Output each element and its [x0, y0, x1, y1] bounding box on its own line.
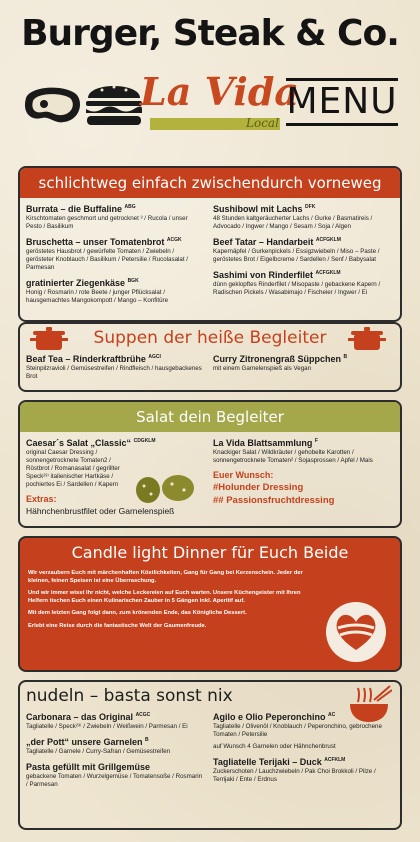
- allergen-codes: DFK: [305, 204, 316, 210]
- candle-paragraph: Mit dem letzten Gang folgt dann, zum krönenden Ende, das Königliche Dessert.: [28, 610, 247, 616]
- dish-name: Pasta gefüllt mit Grillgemüse: [26, 762, 151, 772]
- dish-item: [26, 352, 203, 381]
- noodle-bowl-icon: [346, 684, 392, 724]
- section-soups: [18, 322, 402, 392]
- dish-description: Kapernäpfel / Gurkenpickels / Essigzwiebeln / Miso – Paste / geröstetes Brot / Eigelbcreme / Sardellen / Senf / Babysalat: [213, 248, 380, 263]
- dish-description: geröstetes Hausbrot / gewürfelte Tomaten / Zwiebeln / gerösteter Knoblauch / Basilikum / Petersilie / Rucolasalat / Parmesan: [26, 248, 188, 271]
- restaurant-title: Burger, Steak & Co.: [21, 13, 399, 54]
- dish-name: gratinierter Ziegenkäse: [26, 278, 126, 288]
- dish-name: Sushibowl mit Lachs: [213, 204, 303, 214]
- dressing-option: ## Passionsfruchtdressing: [213, 495, 335, 506]
- dish-item: [213, 436, 390, 465]
- allergen-codes: CDGKLM: [133, 438, 156, 444]
- dish-name: Caesar´s Salat „Classic“: [26, 438, 132, 448]
- dish-item: [26, 735, 203, 756]
- dish-item: [26, 276, 203, 305]
- dish-name: Bruschetta – unser Tomatenbrot: [26, 237, 165, 247]
- burger-icon: [84, 76, 144, 128]
- candle-paragraph: Erlebt eine Reise durch die fantastische Welt der Gaumenfreude.: [28, 622, 207, 629]
- steak-icon: [20, 84, 84, 128]
- candle-dinner-title: Candle light Dinner für Euch Beide: [71, 543, 349, 562]
- dish-name: „der Pott“ unsere Garnelen: [26, 737, 143, 747]
- dressing-option: #Holunder Dressing: [213, 482, 304, 493]
- dish-item: [213, 268, 390, 297]
- dish-item: [213, 202, 390, 231]
- dish-description: Kirschtomaten geschmort und getrocknet ³ / Rucola / unser Pesto / Basilikum: [26, 215, 188, 230]
- dish-item: [213, 352, 390, 373]
- dish-description: Tagliatelle / Olivenöl / Knoblauch / Peperonchino, gebrochene Tomaten / Petersilie: [213, 723, 382, 738]
- dish-item: [213, 755, 390, 784]
- section-salads-title: Salat dein Begleiter: [20, 402, 400, 432]
- allergen-codes: ACFGKLM: [315, 237, 341, 243]
- allergen-codes: AGCI: [148, 354, 161, 360]
- dish-description: 48 Stunden kaltgeräucherter Lachs / Gurke / Basmatireis / Advocado / Ingwer / Mango / Sesam / Soja / Algen: [213, 215, 373, 230]
- dish-name: Curry Zitronengraß Süppchen: [213, 354, 342, 364]
- cooking-pot-icon: [348, 326, 386, 352]
- allergen-codes: ACFGKLM: [315, 270, 341, 276]
- soups-right-column: [207, 352, 394, 385]
- dish-item: [26, 710, 203, 731]
- starters-left-column: [26, 202, 207, 309]
- dish-description: Zuckerschoten / Lauchzwiebeln / Pak Choi Brokkoli / Pilze / Terrijaki / Ente / Erdnus: [213, 768, 376, 783]
- extras-label: Extras:: [26, 494, 57, 504]
- dish-item: [26, 760, 203, 789]
- cooking-pot-icon: [30, 326, 68, 352]
- dish-item: [26, 202, 203, 231]
- dish-item: [213, 743, 390, 751]
- allergen-codes: ABG: [124, 204, 136, 210]
- dish-description: Steinpilzravioli / Gemüsestreifen / Rindfleisch / hausgebackenes Brot: [26, 365, 202, 380]
- menu-heading: MENU: [286, 78, 398, 126]
- dish-description: original Caesar Dressing / sonnengetrocknete Tomaten2 / Röstbrot / Romanasalat / gegrillter Speck²³⁾ italienischer Hartkäse / pochiertes Ei / Sardellen / Kapern: [26, 449, 120, 488]
- dish-description: Knackiger Salat / Wildkräuter / gehobelte Karotten / sonnengetrocknete Tomaten² / Sojasprossen / Apfel / Mais: [213, 449, 373, 464]
- allergen-codes: BGK: [127, 278, 139, 284]
- section-pasta: [18, 680, 402, 830]
- dish-name: Carbonara – das Original: [26, 712, 134, 722]
- salads-right-column: [207, 436, 394, 517]
- dish-description: mit einem Garnelenspieß als Vegan: [213, 365, 312, 372]
- dish-description: dünn geklopftes Rinderfilet / Misopaste / gebackene Kapern / Radischen Pickels / Wasabimajo / Fischeier / Ingwer / Ei: [213, 281, 381, 296]
- brand-name: La Vida: [140, 69, 300, 114]
- dish-item: [26, 235, 203, 272]
- dish-description: auf Wunsch 4 Garnelen oder Hähnchenbrust: [213, 743, 336, 750]
- dish-name: Beef Tatar – Handarbeit: [213, 237, 314, 247]
- allergen-codes: ACGK: [166, 237, 182, 243]
- section-candle-dinner: [18, 536, 402, 672]
- section-starters-title: schlichtweg einfach zwischendurch vorneweg: [20, 168, 400, 198]
- dish-item: [213, 235, 390, 264]
- extras-text: Hähnchenbrustfilet oder Garnelenspieß: [26, 506, 175, 516]
- soups-left-column: [26, 352, 207, 385]
- wish-label: Euer Wunsch:: [213, 470, 274, 480]
- starters-right-column: [207, 202, 394, 309]
- dish-name: La Vida Blattsammlung: [213, 438, 313, 448]
- allergen-codes: B: [343, 354, 348, 360]
- allergen-codes: AC: [328, 712, 336, 718]
- dish-name: Burrata – die Buffaline: [26, 204, 123, 214]
- dish-description: Tagliatelle / Speck²³⁾ / Zwiebeln / Weißwein / Parmesan / Ei: [26, 723, 188, 730]
- section-pasta-title: nudeln – basta sonst nix: [26, 686, 233, 706]
- allergen-codes: ACFKLM: [324, 757, 346, 763]
- dish-description: Honig / Rosmarin / rote Beete / junger Pflücksalat / hausgemachtes Mangokompott / Mango – Konfitüre: [26, 289, 169, 304]
- dish-name: Sashimi von Rinderfilet: [213, 270, 314, 280]
- brand-subtitle: Local: [246, 116, 279, 130]
- candle-paragraph: Wir verzaubern Euch mit märchenhaften Köstlichkeiten, Gang für Gang bei Kerzenschein. Jeder der kleinen, feinen Speisen ist eine Überraschung.: [28, 570, 303, 584]
- dish-name: Agilo e Olio Peperonchino: [213, 712, 326, 722]
- allergen-codes: B: [145, 737, 149, 743]
- pasta-left-column: [26, 710, 207, 793]
- potato-icon: [132, 470, 198, 506]
- dish-description: Tagliatelle / Garnele / Curry-Safran / Gemüsestreifen: [26, 748, 171, 755]
- dish-description: gebackene Tomaten / Wurzelgemüse / Tomatensoße / Rosmarin / Parmesan: [26, 773, 203, 788]
- candle-dinner-text: [20, 568, 330, 637]
- section-soups-title: Suppen der heiße Begleiter: [93, 328, 327, 348]
- candle-paragraph: Und wir immer wisst Ihr nicht, welche Leckereien auf Euch warten. Unsere Küchengeister mit Ihren Helfern tischen Euch einen Kulinarischen Zauber in 5 Gängen inkl. Aperitif auf.: [28, 590, 301, 604]
- section-salads: [18, 400, 402, 528]
- dish-name: Tagliatelle Terijaki – Duck: [213, 757, 322, 767]
- section-starters: [18, 166, 402, 322]
- allergen-codes: F: [314, 438, 318, 444]
- allergen-codes: ACGC: [135, 712, 151, 718]
- heart-plate-icon: [324, 600, 388, 664]
- dish-name: Beaf Tea – Rinderkraftbrühe: [26, 354, 146, 364]
